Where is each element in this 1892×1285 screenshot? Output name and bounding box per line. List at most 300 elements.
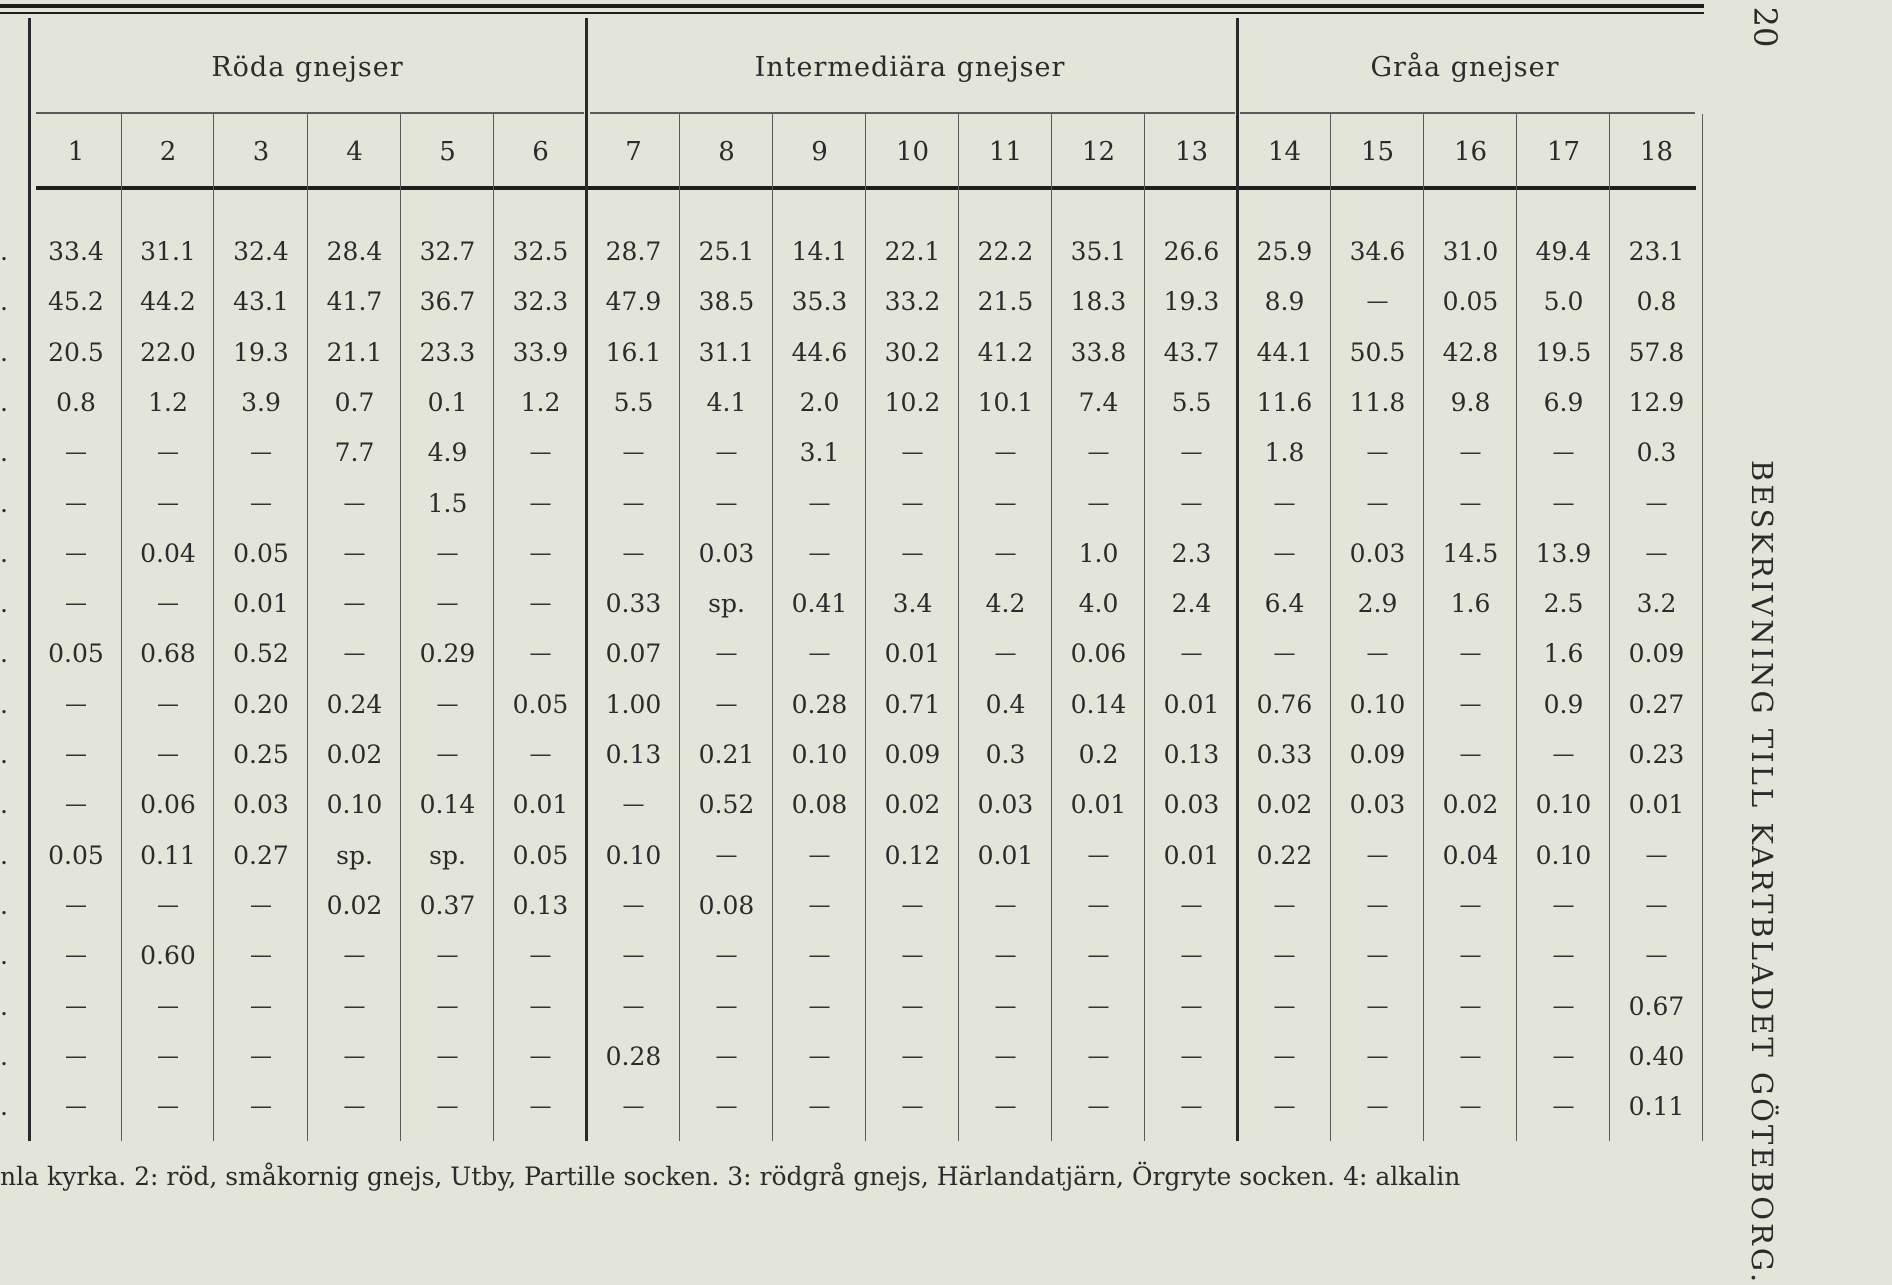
table-cell: 0.27 [233,840,289,870]
table-cell: — [157,1043,179,1069]
table-cell: 19.3 [233,337,289,367]
table-cell: 0.13 [1163,740,1220,769]
table-cell: 6.4 [1264,589,1305,619]
column-header: 4 [346,137,363,167]
table-cell: 0.10 [326,790,383,820]
table-cell: — [1366,1043,1389,1069]
table-cell: — [808,1094,831,1120]
column-header: 16 [1453,137,1488,167]
group-title-roda: Röda gnejser [211,52,404,83]
row-marker: . [0,890,8,920]
table-cell: 0.76 [1256,689,1313,719]
table-cell: — [1366,641,1389,667]
table-cell: — [1180,1094,1203,1120]
row-marker: . [0,790,8,820]
table-cell: — [250,993,272,1019]
table-cell: — [1273,1043,1296,1069]
table-cell: 42.8 [1442,337,1499,367]
table-cell: — [529,1094,552,1120]
table-cell: 0.05 [48,639,104,669]
table-cell: — [994,892,1017,918]
table-cell: 0.09 [1349,740,1406,769]
table-cell: 14.1 [791,237,848,266]
table-cell: 32.5 [512,237,569,266]
table-cell: — [65,591,87,617]
table-cell: — [1273,490,1296,516]
table-cell: — [436,1043,459,1069]
table-cell: — [436,993,459,1019]
table-cell: — [1087,1043,1110,1069]
table-cell: 0.06 [1070,639,1127,669]
table-cell: 0.10 [791,740,848,769]
table-cell: 0.14 [1070,689,1127,719]
table-cell: — [1552,993,1575,1019]
column-header: 18 [1639,137,1674,167]
table-cell: — [1459,641,1482,667]
column-header: 14 [1267,137,1302,167]
table-cell: 4.1 [706,387,747,417]
table-cell: 32.4 [233,237,289,266]
table-cell: 2.4 [1171,589,1212,619]
table-cell: 0.01 [977,840,1034,870]
row-marker: . [0,740,8,769]
table-cell: 0.01 [1628,790,1685,820]
table-cell: 0.07 [605,639,662,669]
table-cell: 5.5 [613,387,654,417]
table-cell: — [157,490,179,516]
table-cell: 0.3 [985,740,1026,769]
row-marker: . [0,991,8,1021]
column-header: 2 [159,137,177,167]
table-cell: — [715,691,738,717]
column-header: 15 [1360,137,1395,167]
table-cell: — [622,993,645,1019]
table-cell: — [250,1094,272,1120]
table-cell: — [994,641,1017,667]
table-cell: — [65,540,87,566]
column-header: 6 [532,137,549,167]
table-cell: 36.7 [419,287,476,317]
table-cell: — [715,842,738,868]
table-cell: 45.2 [48,287,104,317]
table-cell: 26.6 [1163,237,1220,266]
table-cell: 11.8 [1349,387,1406,417]
table-cell: 0.03 [698,538,755,568]
table-cell: 38.5 [698,287,755,317]
table-cell: — [529,490,552,516]
table-cell: 5.0 [1543,287,1584,317]
table-cell: — [65,1043,87,1069]
table-cell: 9.8 [1450,387,1491,417]
table-cell: — [1645,892,1668,918]
table-cell: — [1552,440,1575,466]
table-cell: — [715,943,738,969]
table-cell: 0.3 [1636,438,1677,468]
table-cell: — [157,993,179,1019]
table-cell: 19.3 [1163,287,1220,317]
row-marker: . [0,287,8,317]
row-marker: . [0,840,8,870]
table-cell: — [343,1094,366,1120]
table-cell: — [1273,1094,1296,1120]
table-cell: 10.1 [977,387,1034,417]
table-cell: 0.33 [605,589,662,619]
group-underline-2 [590,112,1235,114]
column-header: 1 [67,137,85,167]
table-cell: 1.5 [427,488,468,518]
table-cell: 0.01 [233,589,289,619]
table-cell: 0.03 [1349,790,1406,820]
table-cell: — [65,892,87,918]
table-cell: — [343,641,366,667]
table-cell: 0.02 [1256,790,1313,820]
column-header: 17 [1546,137,1581,167]
table-cell: — [901,892,924,918]
table-cell: 0.27 [1628,689,1685,719]
table-cell: — [808,540,831,566]
table-cell: — [157,440,179,466]
table-cell: 0.68 [140,639,196,669]
row-marker: . [0,337,8,367]
table-cell: 30.2 [884,337,941,367]
table-cell: 0.03 [1349,538,1406,568]
column-header: 7 [625,137,642,167]
table-cell: — [436,742,459,767]
table-cell: 44.1 [1256,337,1313,367]
table-cell: — [994,540,1017,566]
table-cell: 0.52 [233,639,289,669]
table-cell: 14.5 [1442,538,1499,568]
table-cell: 49.4 [1535,237,1592,266]
table-cell: 0.4 [985,689,1026,719]
table-cell: — [901,943,924,969]
table-cell: 0.24 [326,689,383,719]
table-cell: — [436,691,459,717]
running-head: BESKRIVNING TILL KARTBLADET GÖTEBORG. [1745,460,1779,1285]
table-cell: — [1552,892,1575,918]
table-cell: 0.09 [884,740,941,769]
table-cell: 41.2 [977,337,1034,367]
row-marker: . [0,237,8,266]
table-cell: 2.9 [1357,589,1398,619]
table-cell: — [622,440,645,466]
table-cell: — [808,892,831,918]
table-cell: — [529,591,552,617]
table-cell: 19.5 [1535,337,1592,367]
table-cell: 0.20 [233,689,289,719]
table-cell: 0.41 [791,589,848,619]
table-cell: — [1273,540,1296,566]
table-cell: 1.6 [1543,639,1584,669]
table-cell: — [250,1043,272,1069]
table-cell: — [250,892,272,918]
table-cell: 1.2 [520,387,561,417]
table-cell: 28.4 [326,237,383,266]
table-cell: — [622,792,645,818]
table-cell: sp. [336,840,373,870]
table-cell: 41.7 [326,287,383,317]
table-cell: — [65,691,87,717]
table-cell: — [343,1043,366,1069]
table-cell: 3.2 [1636,589,1677,619]
table-cell: 0.10 [1535,840,1592,870]
table-cell: — [1459,943,1482,969]
table-cell: 0.01 [1163,689,1220,719]
table-cell: 0.28 [791,689,848,719]
footnote: nla kyrka. 2: röd, småkornig gnejs, Utby, Partille socken. 3: rödgrå gnejs, Härlandatjärn, Örgryte socken. 4: alkalin [0,1162,1461,1191]
table-cell: 16.1 [605,337,662,367]
table-cell: 7.4 [1078,387,1119,417]
table-cell: 12.9 [1628,387,1685,417]
table-cell: — [715,440,738,466]
table-cell: — [250,440,272,466]
row-marker: . [0,639,8,669]
table-cell: — [1645,943,1668,969]
table-cell: 0.1 [427,387,468,417]
table-cell: 11.6 [1256,387,1313,417]
table-cell: 25.9 [1256,237,1313,266]
table-cell: — [65,792,87,818]
table-cell: — [157,591,179,617]
table-cell: 0.7 [334,387,375,417]
table-cell: 0.03 [233,790,289,820]
table-cell: — [529,943,552,969]
table-cell: — [65,943,87,969]
table-cell: — [157,691,179,717]
row-marker: . [0,488,8,518]
table-cell: 20.5 [48,337,104,367]
table-cell: — [901,490,924,516]
table-cell: 18.3 [1070,287,1127,317]
table-cell: — [808,490,831,516]
table-cell: 23.1 [1628,237,1685,266]
table-cell: 0.02 [1442,790,1499,820]
top-rule [0,4,1704,8]
table-cell: sp. [429,840,466,870]
table-cell: — [1459,490,1482,516]
table-cell: — [1366,1094,1389,1120]
table-cell: — [622,490,645,516]
table-cell: 3.1 [799,438,840,468]
table-cell: 10.2 [884,387,941,417]
table-cell: — [901,1094,924,1120]
table-cell: 1.0 [1078,538,1119,568]
table-cell: — [1087,490,1110,516]
table-cell: 43.7 [1163,337,1220,367]
table-cell: 0.02 [326,740,383,769]
table-cell: — [529,742,552,767]
table-cell: 0.01 [1070,790,1127,820]
table-cell: 0.8 [1636,287,1677,317]
group-underline-3 [1240,112,1695,114]
table-cell: 2.0 [799,387,840,417]
row-marker: . [0,589,8,619]
table-cell: — [1366,993,1389,1019]
table-cell: — [808,993,831,1019]
table-cell: 0.10 [1535,790,1592,820]
table-cell: 1.6 [1450,589,1491,619]
table-cell: 2.5 [1543,589,1584,619]
table-cell: — [715,641,738,667]
table-cell: — [1552,742,1575,767]
table-cell: 0.52 [698,790,755,820]
table-cell: 0.02 [326,890,383,920]
table-cell: 0.23 [1628,740,1685,769]
row-marker: . [0,689,8,719]
table-cell: — [65,993,87,1019]
table-cell: 0.8 [56,387,96,417]
table-cell: 35.1 [1070,237,1127,266]
table-cell: — [1180,641,1203,667]
table-cell: 4.0 [1078,589,1119,619]
table-cell: 50.5 [1349,337,1406,367]
table-cell: 0.05 [512,689,569,719]
column-header: 10 [895,137,930,167]
row-marker: . [0,1041,8,1071]
column-header: 5 [439,137,456,167]
table-cell: 0.02 [884,790,941,820]
row-marker: . [0,941,8,971]
table-cell: 23.3 [419,337,476,367]
table-cell: 0.11 [1628,1092,1685,1122]
table-cell: sp. [708,589,745,619]
table-cell: 0.08 [791,790,848,820]
table-cell: 0.22 [1256,840,1313,870]
row-marker: . [0,438,8,468]
table-cell: — [250,490,272,516]
table-cell: 0.67 [1628,991,1685,1021]
table-cell: 25.1 [698,237,755,266]
table-cell: 2.3 [1171,538,1212,568]
group-underline-1 [36,112,584,114]
table-cell: — [343,490,366,516]
table-cell: — [1366,943,1389,969]
table-cell: — [1180,440,1203,466]
table-cell: — [65,490,87,516]
column-header: 3 [252,137,270,167]
table-cell: — [1552,943,1575,969]
column-header: 11 [988,137,1023,167]
table-cell: 4.9 [427,438,468,468]
table-cell: — [808,641,831,667]
table-cell: 0.25 [233,740,289,769]
table-cell: 0.37 [419,890,476,920]
table-cell: — [1459,742,1482,767]
table-cell: — [1366,289,1389,315]
table-cell: — [901,540,924,566]
table-cell: — [1180,993,1203,1019]
table-cell: 28.7 [605,237,662,266]
table-cell: — [1459,440,1482,466]
table-cell: — [808,842,831,868]
table-cell: — [1087,892,1110,918]
table-cell: — [343,993,366,1019]
table-cell: — [1366,842,1389,868]
table-cell: — [1459,993,1482,1019]
table-cell: — [994,1094,1017,1120]
table-cell: 43.1 [233,287,289,317]
table-cell: — [715,1094,738,1120]
table-cell: 1.00 [605,689,662,719]
table-cell: 4.2 [985,589,1026,619]
table-cell: 0.13 [605,740,662,769]
table-cell: 0.03 [977,790,1034,820]
table-cell: 31.1 [698,337,755,367]
table-cell: — [436,1094,459,1120]
table-cell: 22.1 [884,237,941,266]
table-cell: — [157,892,179,918]
table-cell: — [1459,892,1482,918]
table-cell: — [1552,1094,1575,1120]
table-cell: — [1087,440,1110,466]
table-cell: 0.14 [419,790,476,820]
table-cell: — [529,1043,552,1069]
table-cell: 21.5 [977,287,1034,317]
table-cell: 0.2 [1078,740,1119,769]
table-cell: 0.08 [698,890,755,920]
table-cell: — [1459,1043,1482,1069]
table-cell: 0.10 [605,840,662,870]
table-cell: — [1273,943,1296,969]
table-cell: 0.01 [884,639,941,669]
table-cell: 0.09 [1628,639,1685,669]
table-cell: — [1087,1094,1110,1120]
table-cell: — [1552,1043,1575,1069]
table-cell: — [529,993,552,1019]
table-cell: — [1087,993,1110,1019]
table-cell: 0.01 [1163,840,1220,870]
table-cell: 32.3 [512,287,569,317]
table-cell: — [622,1094,645,1120]
table-cell: 3.4 [892,589,933,619]
table-cell: — [715,490,738,516]
table-cell: 0.12 [884,840,941,870]
table-cell: — [715,993,738,1019]
column-header: 12 [1081,137,1116,167]
table-cell: 0.29 [419,639,476,669]
table-cell: — [808,1043,831,1069]
table-cell: 0.13 [512,890,569,920]
table-cell: 13.9 [1535,538,1592,568]
table-cell: 22.2 [977,237,1034,266]
row-marker: . [0,1092,8,1122]
table-cell: — [65,1094,87,1120]
table-cell: 6.9 [1543,387,1584,417]
group-title-intermediara: Intermediära gnejser [754,52,1066,83]
table-cell: — [808,943,831,969]
table-cell: 31.0 [1442,237,1499,266]
table-cell: — [343,540,366,566]
table-cell: 33.4 [48,237,104,266]
table-cell: — [994,993,1017,1019]
table-cell: 0.40 [1628,1041,1685,1071]
table-cell: 22.0 [140,337,196,367]
table-cell: — [1366,490,1389,516]
table-cell: — [994,440,1017,466]
table-cell: 47.9 [605,287,662,317]
table-cell: — [436,540,459,566]
table-cell: 0.04 [1442,840,1499,870]
table-cell: 0.06 [140,790,196,820]
header-rule [36,186,1696,190]
table-cell: — [343,591,366,617]
column-header: 8 [718,137,735,167]
table-cell: — [1273,993,1296,1019]
table-cell: — [1087,842,1110,868]
table-cell: — [157,742,179,767]
table-cell: — [1273,641,1296,667]
table-cell: — [715,1043,738,1069]
